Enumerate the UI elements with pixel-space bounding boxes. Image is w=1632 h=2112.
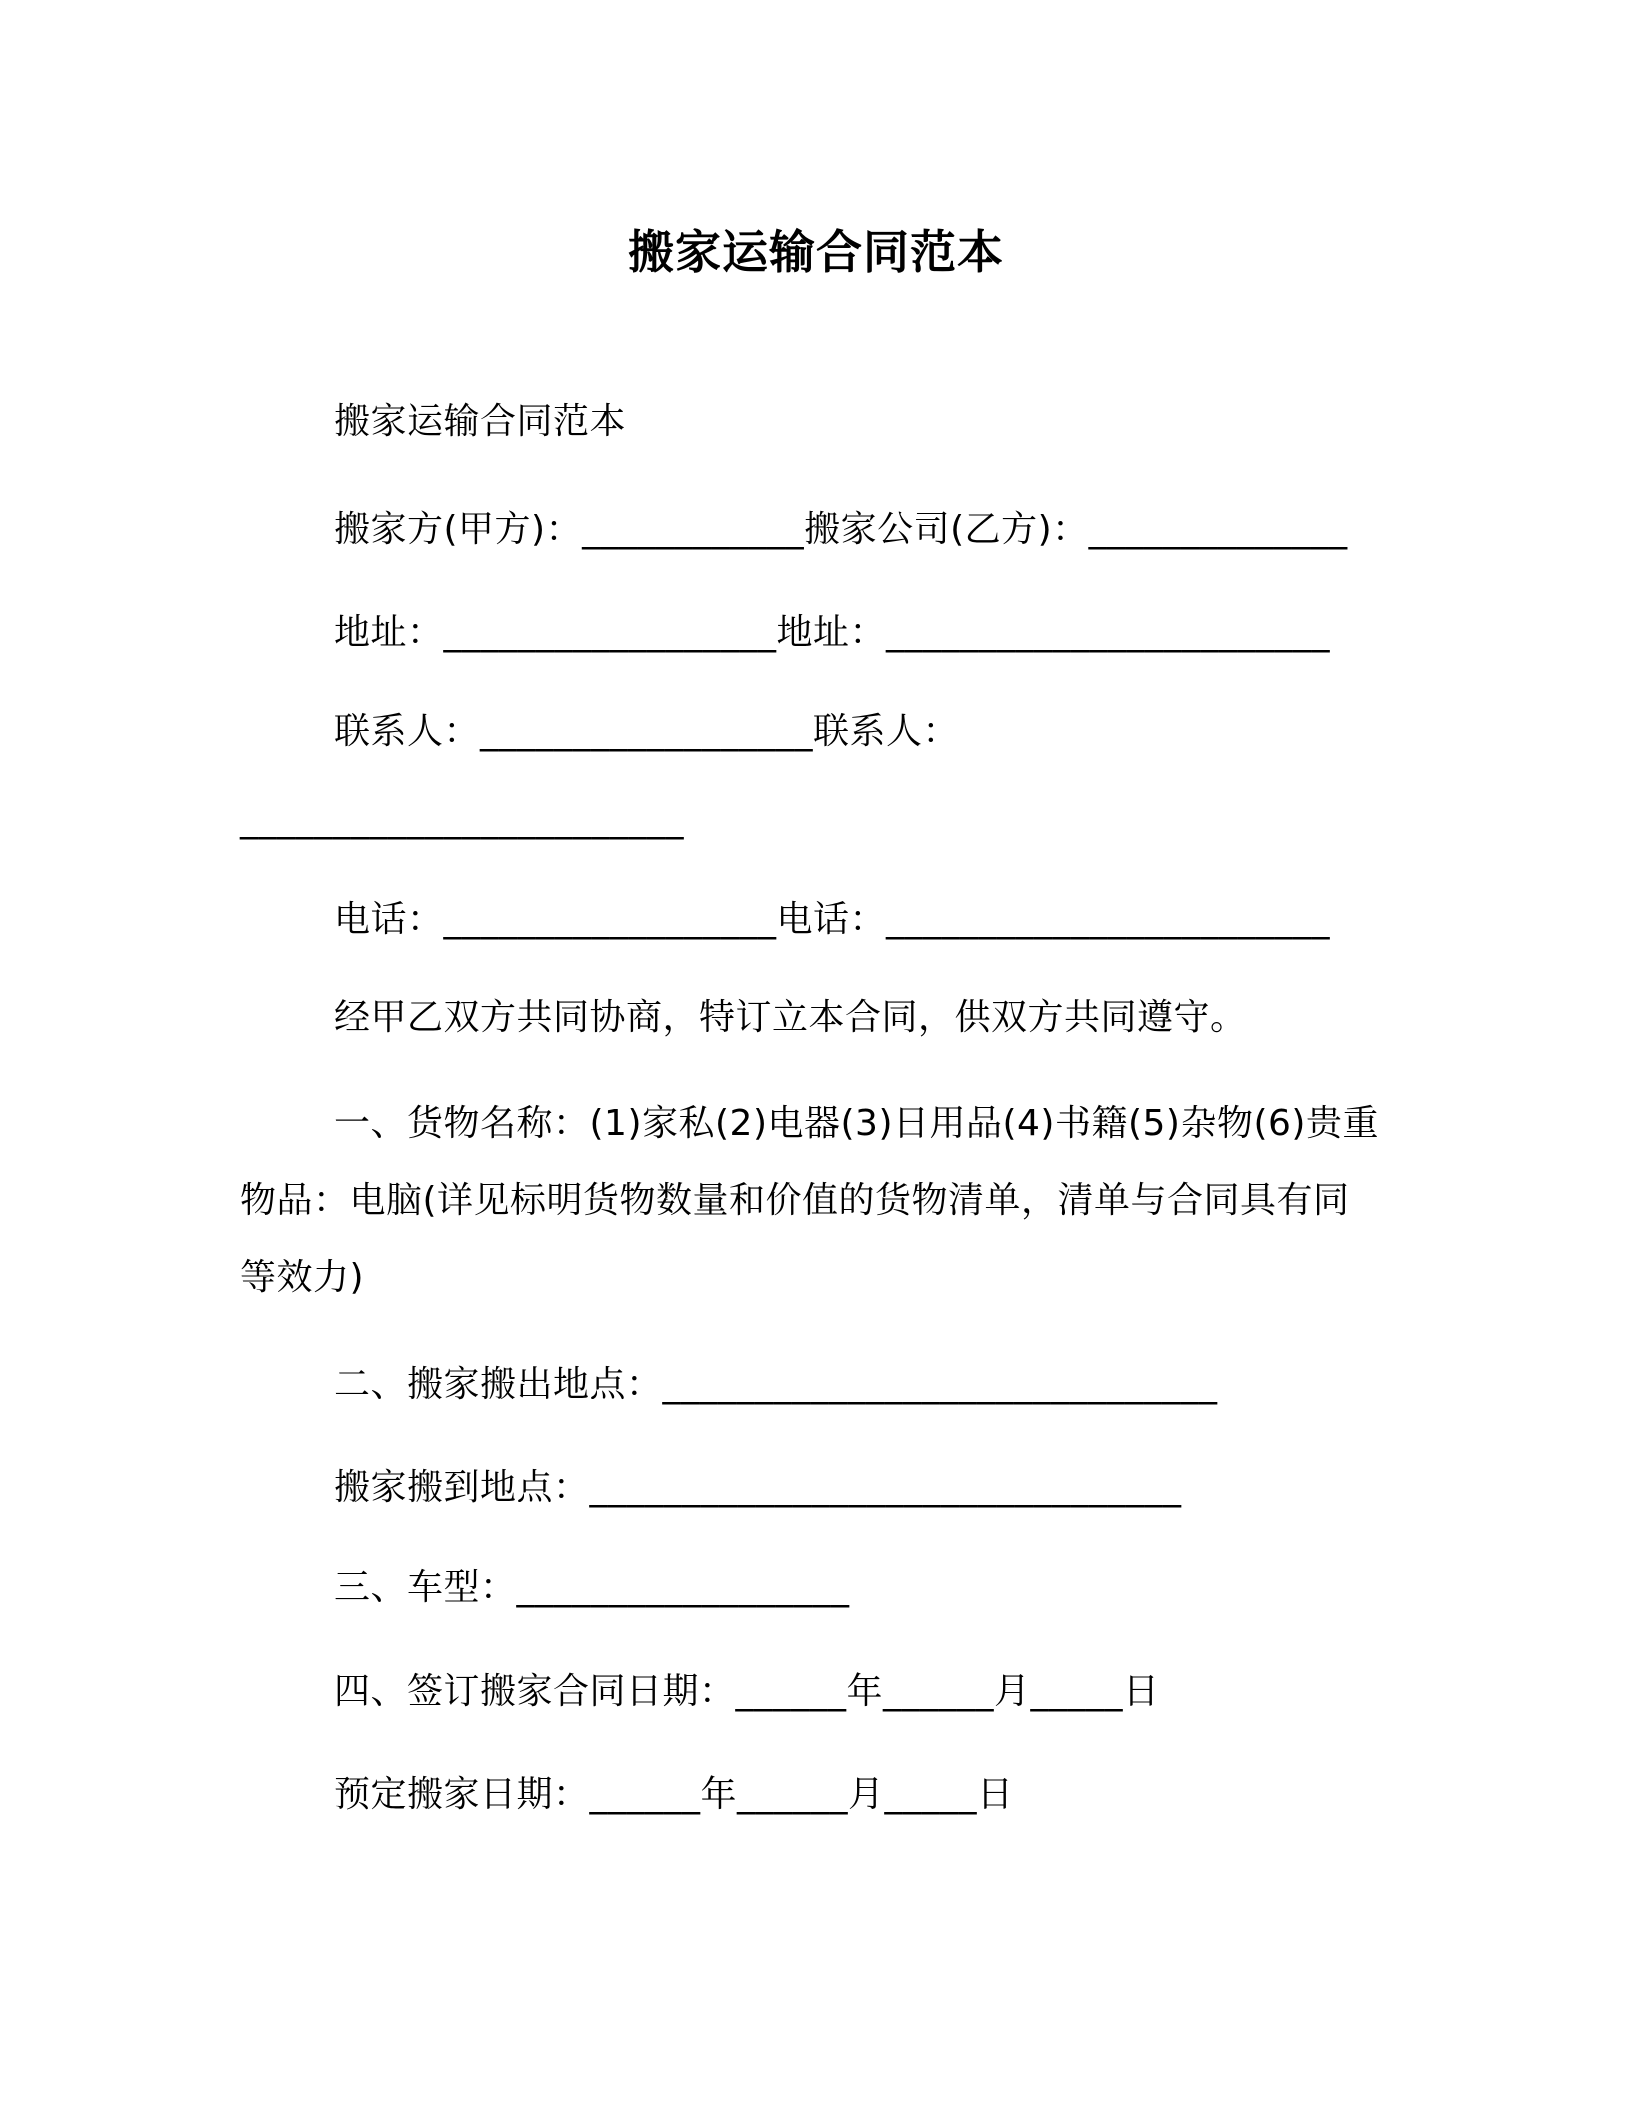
move-date-line: 预定搬家日期：______年______月_____日: [334, 1774, 1014, 1815]
vehicle-line: 三、车型：__________________: [334, 1567, 850, 1608]
goods-paragraph: 一、货物名称：(1)家私(2)电器(3)日用品(4)书籍(5)杂物(6)贵重物品：电脑(详见标明货物数量和价值的货物清单，清单与合同具有同等效力): [240, 1103, 1379, 1298]
document-title: 搬家运输合同范本: [628, 225, 1004, 279]
origin-line: 二、搬家搬出地点：______________________________: [334, 1364, 1218, 1405]
destination-line: 搬家搬到地点：________________________________: [334, 1467, 1182, 1508]
agreement-line: 经甲乙双方共同协商，特订立本合同，供双方共同遵守。: [334, 997, 1247, 1038]
subtitle: 搬家运输合同范本: [334, 401, 627, 442]
parties-line: 搬家方(甲方)：____________搬家公司(乙方)：______________: [334, 509, 1348, 550]
sign-date-line: 四、签订搬家合同日期：______年______月_____日: [334, 1671, 1160, 1712]
address-line: 地址：__________________地址：________________________: [334, 612, 1331, 653]
phone-line: 电话：__________________电话：________________________: [334, 899, 1331, 940]
contact-line: 联系人：__________________联系人：: [334, 711, 960, 752]
contact-continuation: ________________________: [240, 799, 684, 840]
